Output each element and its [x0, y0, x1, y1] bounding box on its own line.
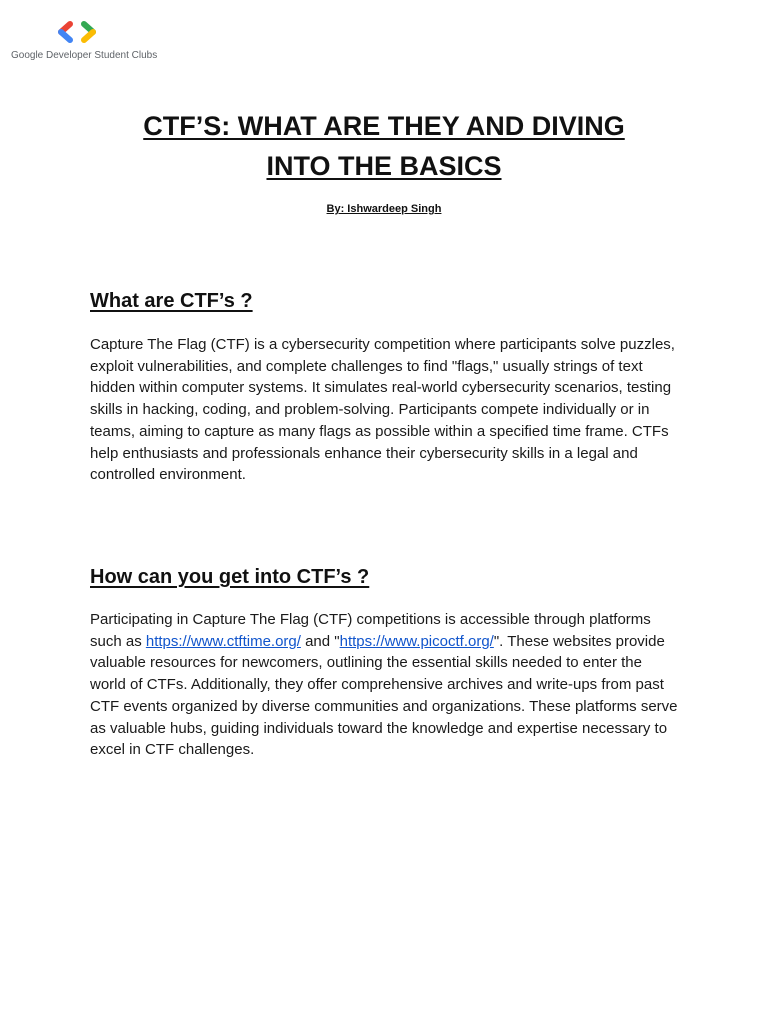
body-rest-text: ". These websites provide valuable resources for newcomers, outlining the essential skills needed to enter the world of CTFs. Additionally, they offer comprehensive archives and write-ups from past CTF events organized by diverse communities and organizations. These platforms serve as valuable hubs, guiding individuals toward the knowledge and expertise necessary to excel in CTF challenges. — [90, 632, 678, 759]
page-header — [0, 0, 768, 70]
body-between-text: and " — [300, 632, 340, 650]
title-line-1: CTF’S: WHAT ARE THEY AND DIVING — [143, 111, 625, 141]
picoctf-link[interactable]: https://www.picoctf.org/ — [339, 632, 494, 650]
author-byline: By: Ishwardeep Singh — [326, 203, 442, 215]
title-line-2: INTO THE BASICS — [266, 151, 502, 181]
org-name: Google Developer Student Clubs — [11, 50, 158, 61]
body-intro-text: Participating in Capture The Flag (CTF) competitions is accessible through platforms such as — [90, 611, 651, 650]
section-body-what-are-ctfs: Capture The Flag (CTF) is a cybersecurity competition where participants solve puzzles, exploit vulnerabilities, and complete challenges to find "flags," usually strings of text hidden within computer systems. It simulates real-world cybersecurity scenarios, testing skills in hacking, coding, and problem-solving. Participants compete individually or in teams, aiming to capture as many flags as possible within a specified time frame. CTFs help enthusiasts and professionals enhance their cybersecurity skills in a legal and controlled environment. — [90, 336, 675, 484]
section-body-how-to-get-into-ctfs — [90, 609, 678, 761]
gdsc-logo-icon — [56, 20, 98, 44]
section-heading-how-to-get-into-ctfs: How can you get into CTF’s ? — [90, 566, 370, 588]
document-title — [84, 106, 684, 186]
section-heading-what-are-ctfs: What are CTF’s ? — [90, 290, 253, 312]
ctftime-link[interactable]: https://www.ctftime.org/ — [145, 632, 301, 650]
